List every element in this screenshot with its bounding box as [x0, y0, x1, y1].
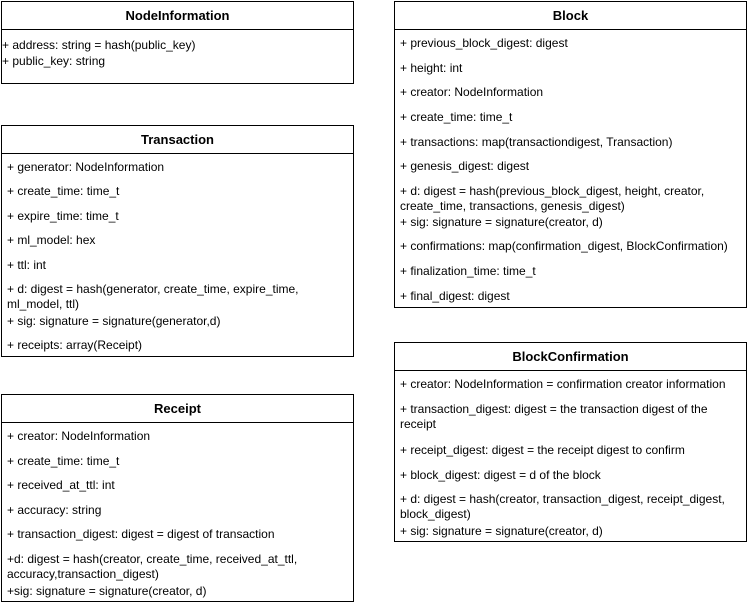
attribute: + transactions: map(transactiondigest, Transaction): [400, 135, 673, 149]
attribute: + generator: NodeInformation: [7, 160, 165, 174]
attribute: + sig: signature = signature(creator, d): [400, 524, 603, 538]
attribute: + received_at_ttl: int: [7, 478, 115, 492]
attribute: + creator: NodeInformation = confirmation creator information: [400, 377, 726, 391]
class-title: Transaction: [2, 126, 353, 154]
class-node-information: [1, 1, 354, 84]
attribute: + sig: signature = signature(creator, d): [400, 215, 603, 229]
attribute: + finalization_time: time_t: [400, 264, 536, 278]
attribute: + final_digest: digest: [400, 289, 510, 303]
attribute: + expire_time: time_t: [7, 209, 119, 223]
attribute: + receipt_digest: digest = the receipt digest to confirm: [400, 443, 685, 457]
attribute: + ttl: int: [7, 258, 47, 272]
attribute: + public_key: string: [2, 54, 106, 68]
class-block: [394, 1, 747, 308]
attribute: + sig: signature = signature(generator,d): [7, 314, 221, 328]
attribute: + address: string = hash(public_key): [2, 38, 196, 52]
attribute: + creator: NodeInformation: [7, 429, 151, 443]
class-title: Receipt: [2, 395, 353, 423]
class-title: NodeInformation: [2, 2, 353, 30]
attribute: + create_time: time_t: [400, 110, 513, 124]
attribute: +sig: signature = signature(creator, d): [7, 584, 207, 598]
attribute: + d: digest = hash(creator, transaction_digest, receipt_digest, block_digest): [400, 492, 725, 521]
class-title: Block: [395, 2, 746, 30]
attribute: + genesis_digest: digest: [400, 159, 530, 173]
attribute: + creator: NodeInformation: [400, 85, 544, 99]
attribute: + transaction_digest: digest = digest of transaction: [7, 527, 275, 541]
attribute: + previous_block_digest: digest: [400, 36, 568, 50]
class-block-confirmation: [394, 342, 747, 542]
attribute: + d: digest = hash(previous_block_digest, height, creator, create_time, transactions, genesis_digest): [400, 184, 705, 213]
attribute: + accuracy: string: [7, 503, 102, 517]
attribute: + receipts: array(Receipt): [7, 338, 143, 352]
attribute: +d: digest = hash(creator, create_time, received_at_ttl, accuracy,transaction_digest): [7, 552, 298, 581]
attribute: + block_digest: digest = d of the block: [400, 468, 601, 482]
attribute: + confirmations: map(confirmation_digest, BlockConfirmation): [400, 239, 728, 253]
class-transaction: [1, 125, 354, 357]
attribute: + ml_model: hex: [7, 233, 96, 247]
class-receipt: [1, 394, 354, 602]
attribute: + d: digest = hash(generator, create_time, expire_time, ml_model, ttl): [7, 282, 299, 311]
attribute: + height: int: [400, 61, 463, 75]
attribute-list: [2, 30, 353, 69]
attribute: + create_time: time_t: [7, 184, 120, 198]
class-title: BlockConfirmation: [395, 343, 746, 371]
attribute: + transaction_digest: digest = the transaction digest of the receipt: [400, 402, 708, 431]
attribute: + create_time: time_t: [7, 454, 120, 468]
